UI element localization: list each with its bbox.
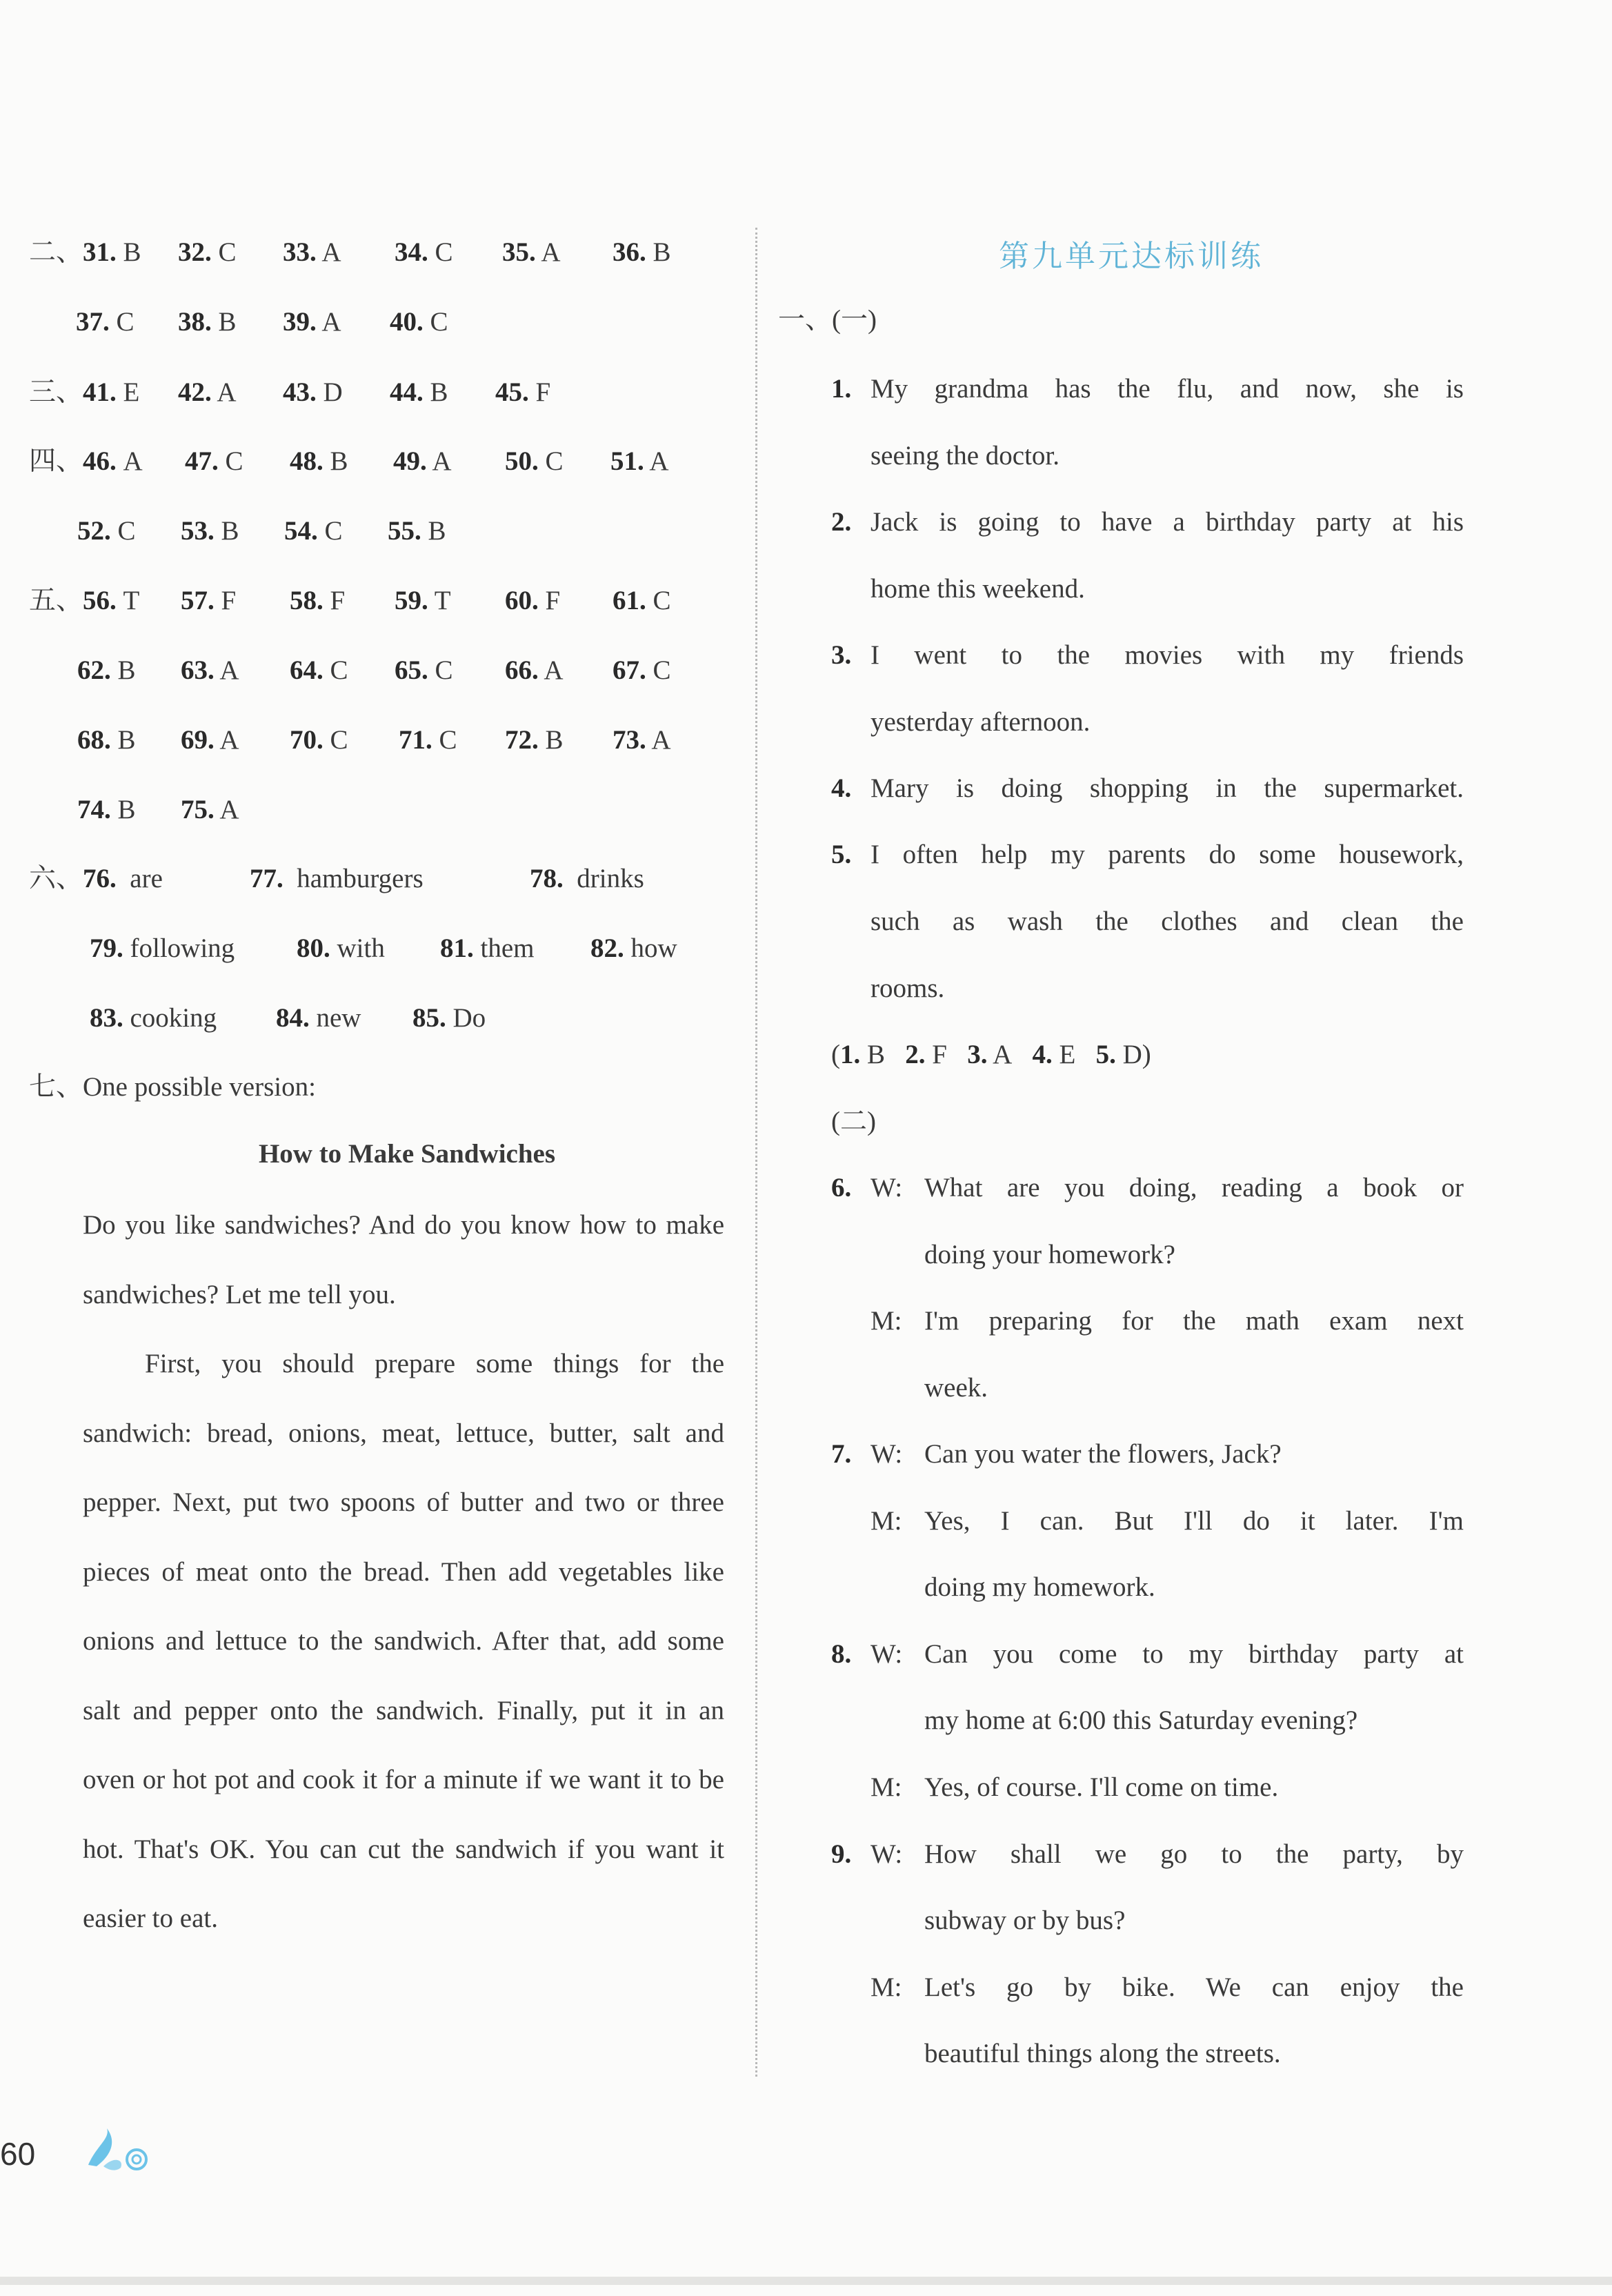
dialog-line: beautiful things along the streets. xyxy=(924,2039,1281,2068)
q-num: 1. xyxy=(840,1040,861,1069)
answer: B xyxy=(117,725,136,755)
answer-item xyxy=(185,445,243,478)
answer: B xyxy=(428,516,446,546)
q-num: 85. xyxy=(412,1003,446,1033)
answer: following xyxy=(130,933,235,963)
paren: ( xyxy=(831,1040,840,1069)
q-num-text: 4. xyxy=(831,773,852,803)
section-heading: 一、(一) xyxy=(778,305,877,335)
q-num: 62. xyxy=(77,655,111,685)
answer: A xyxy=(544,655,564,685)
q-num: 65. xyxy=(395,655,428,685)
q-num: 79. xyxy=(90,933,123,963)
q-num: 33. xyxy=(283,237,317,267)
q-num: 64. xyxy=(290,655,324,685)
transcript-line: I went to the movies with my friends xyxy=(870,640,1464,670)
answer-item xyxy=(276,1002,361,1035)
q-num: 52. xyxy=(77,516,111,546)
answer-item xyxy=(412,1002,486,1035)
answer: drinks xyxy=(577,864,644,893)
answer: B xyxy=(330,446,348,476)
answer-item xyxy=(502,236,561,269)
q-num xyxy=(831,1838,851,1871)
q-num-text: 1. xyxy=(831,374,852,404)
answer: new xyxy=(316,1003,361,1033)
answer-item xyxy=(181,515,239,548)
answer: D xyxy=(1122,1040,1142,1069)
dialog-line: week. xyxy=(924,1373,988,1403)
answer: A xyxy=(321,237,341,267)
answer: B xyxy=(117,655,136,685)
answer-item xyxy=(613,654,671,687)
q-num: 70. xyxy=(290,725,324,755)
answer-item xyxy=(530,862,644,895)
answer: C xyxy=(324,516,343,546)
answer: B xyxy=(545,725,564,755)
q-num xyxy=(831,639,851,672)
answer-item xyxy=(90,1002,217,1035)
answer: C xyxy=(653,586,671,615)
answer-item xyxy=(76,306,135,339)
answer-item xyxy=(505,445,564,478)
q-num: 35. xyxy=(502,237,536,267)
answer-row xyxy=(29,236,141,269)
dialog-line: Can you water the flowers, Jack? xyxy=(924,1439,1282,1469)
answer: B xyxy=(123,237,141,267)
q-num: 80. xyxy=(297,933,330,963)
answer-item xyxy=(77,793,136,827)
wave-logo-icon xyxy=(83,2125,159,2177)
q-num: 44. xyxy=(390,377,424,407)
answer: C xyxy=(430,307,448,337)
answer-row xyxy=(29,445,143,478)
answer-item xyxy=(181,793,239,827)
writing-label: 七、One possible version: xyxy=(29,1072,316,1102)
q-num: 61. xyxy=(613,586,646,615)
answer-item xyxy=(77,515,136,548)
answer: C xyxy=(116,307,135,337)
transcript-line: home this weekend. xyxy=(870,574,1085,604)
transcript-line: rooms. xyxy=(870,973,945,1003)
answer-item xyxy=(283,376,343,409)
dialog-line: Can you come to my birthday party at xyxy=(924,1639,1464,1669)
answer: C xyxy=(435,237,453,267)
bottom-edge xyxy=(0,2277,1612,2285)
q-num: 55. xyxy=(388,516,421,546)
answer-item xyxy=(77,654,136,687)
q-num: 78. xyxy=(530,864,564,893)
answer: E xyxy=(1059,1040,1076,1069)
q-num: 73. xyxy=(613,725,646,755)
answer-item xyxy=(505,654,564,687)
q-num: 32. xyxy=(178,237,212,267)
answer-item xyxy=(395,654,453,687)
answer-item xyxy=(395,584,451,617)
answer-item xyxy=(399,724,457,757)
answer-item xyxy=(290,584,345,617)
answer: with xyxy=(337,933,385,963)
answer: hamburgers xyxy=(297,864,424,893)
q-num: 5. xyxy=(1095,1040,1116,1069)
q-num xyxy=(831,772,851,805)
q-num: 51. xyxy=(610,446,644,476)
answer: them xyxy=(480,933,535,963)
q-num: 81. xyxy=(440,933,474,963)
answer-item xyxy=(283,236,341,269)
q-num-text: 8. xyxy=(831,1639,852,1669)
transcript-line: Jack is going to have a birthday party at his xyxy=(870,507,1464,537)
answer: C xyxy=(545,446,564,476)
answer-item xyxy=(283,306,341,339)
answer: A xyxy=(219,655,239,685)
answer: E xyxy=(123,377,140,407)
answer-item xyxy=(290,724,348,757)
answer: T xyxy=(434,586,451,615)
q-num xyxy=(831,506,851,539)
q-num: 57. xyxy=(181,586,215,615)
section-label: 三、 xyxy=(29,377,83,407)
q-num: 49. xyxy=(393,446,427,476)
answer: Do xyxy=(452,1003,486,1033)
answer: F xyxy=(535,377,551,407)
answer-item xyxy=(284,515,343,548)
answer: A xyxy=(651,725,671,755)
dialog-line: subway or by bus? xyxy=(924,1906,1126,1935)
transcript-line: seeing the doctor. xyxy=(870,441,1060,471)
answer-item xyxy=(390,376,448,409)
answer-row xyxy=(29,584,139,617)
transcript-line: yesterday afternoon. xyxy=(870,707,1091,737)
answer-item xyxy=(613,584,671,617)
dialog-line: Let's go by bike. We can enjoy the xyxy=(924,1972,1464,2002)
speaker: M: xyxy=(870,1772,902,1802)
speaker: M: xyxy=(870,1506,902,1536)
speaker: W: xyxy=(870,1439,903,1469)
answer-item xyxy=(181,654,239,687)
q-num: 63. xyxy=(181,655,215,685)
answer: F xyxy=(330,586,346,615)
transcript-line: My grandma has the flu, and now, she is xyxy=(870,374,1464,404)
speaker: M: xyxy=(870,1972,902,2002)
answer-item xyxy=(178,236,237,269)
dialog-line: Yes, of course. I'll come on time. xyxy=(924,1772,1279,1802)
q-num: 2. xyxy=(905,1040,926,1069)
answer: A xyxy=(217,377,237,407)
answer: B xyxy=(218,307,237,337)
q-num: 75. xyxy=(181,795,215,824)
q-num-text: 6. xyxy=(831,1173,852,1203)
q-num: 71. xyxy=(399,725,432,755)
answer: F xyxy=(932,1040,947,1069)
q-num: 4. xyxy=(1032,1040,1053,1069)
q-num: 46. xyxy=(83,446,117,476)
section-label: 二、 xyxy=(29,237,83,267)
answer: are xyxy=(130,864,163,893)
speaker: W: xyxy=(870,1839,903,1869)
q-num: 82. xyxy=(590,933,624,963)
answer: B xyxy=(430,377,448,407)
q-num: 84. xyxy=(276,1003,310,1033)
answer-item xyxy=(77,724,136,757)
q-num: 45. xyxy=(495,377,529,407)
answer: A xyxy=(219,795,239,824)
answer: A xyxy=(321,307,341,337)
answer: how xyxy=(630,933,677,963)
q-num: 50. xyxy=(505,446,539,476)
q-num: 60. xyxy=(505,586,539,615)
q-num: 36. xyxy=(613,237,646,267)
answer: A xyxy=(219,725,239,755)
answer-item xyxy=(181,724,239,757)
answer-item xyxy=(613,236,671,269)
answer: C xyxy=(653,655,671,685)
answer-item xyxy=(390,306,448,339)
essay-title: How to Make Sandwiches xyxy=(258,1139,556,1169)
dialog-line: How shall we go to the party, by xyxy=(924,1839,1464,1869)
answer: T xyxy=(123,586,140,615)
answer-item xyxy=(495,376,550,409)
q-num: 72. xyxy=(505,725,539,755)
answer: A xyxy=(649,446,669,476)
dialog-line: my home at 6:00 this Saturday evening? xyxy=(924,1705,1358,1735)
answer: C xyxy=(435,655,453,685)
answer-item xyxy=(178,306,237,339)
q-num: 74. xyxy=(77,795,111,824)
speaker: W: xyxy=(870,1173,903,1203)
q-num xyxy=(831,1171,851,1205)
q-num-text: 5. xyxy=(831,840,852,869)
answer: B xyxy=(867,1040,886,1069)
answer: A xyxy=(432,446,452,476)
answer-item xyxy=(297,932,385,965)
paren: ) xyxy=(1142,1040,1151,1069)
answer: C xyxy=(225,446,243,476)
q-num: 38. xyxy=(178,307,212,337)
essay-paragraph-text: Do you like sandwiches? And do you know how to make sandwiches? Let me tell you. xyxy=(83,1210,724,1309)
answer: B xyxy=(117,795,136,824)
q-num xyxy=(831,373,851,406)
transcript-line: I often help my parents do some housework, xyxy=(870,840,1464,869)
q-num xyxy=(831,838,851,871)
fill-row xyxy=(29,862,163,895)
q-num: 40. xyxy=(390,307,424,337)
answer-item xyxy=(90,932,235,965)
answer-item xyxy=(610,445,669,478)
essay-paragraph-2 xyxy=(83,1329,724,1954)
answer-item xyxy=(178,376,237,409)
answer-item xyxy=(290,654,348,687)
q-num: 48. xyxy=(290,446,324,476)
q-num: 39. xyxy=(283,307,317,337)
answer-item xyxy=(250,862,424,895)
answer: C xyxy=(330,655,348,685)
answer-summary xyxy=(831,1038,1151,1071)
q-num: 37. xyxy=(76,307,110,337)
answer: cooking xyxy=(130,1003,217,1033)
q-num: 47. xyxy=(185,446,219,476)
q-num: 54. xyxy=(284,516,318,546)
answer-item xyxy=(613,724,671,757)
answer: A xyxy=(541,237,561,267)
answer: C xyxy=(330,725,348,755)
q-num: 59. xyxy=(395,586,428,615)
dialog-line: doing your homework? xyxy=(924,1240,1175,1269)
q-num: 53. xyxy=(181,516,215,546)
q-num: 56. xyxy=(83,586,117,615)
section-label: 六、 xyxy=(29,864,83,893)
q-num: 83. xyxy=(90,1003,123,1033)
dialog-line: doing my homework. xyxy=(924,1572,1155,1602)
unit-title: 第九单元达标训练 xyxy=(999,239,1264,273)
answer: F xyxy=(221,586,237,615)
section-label: 四、 xyxy=(29,446,83,476)
q-num: 31. xyxy=(83,237,117,267)
q-num: 58. xyxy=(290,586,324,615)
answer-item xyxy=(388,515,446,548)
q-num-text: 9. xyxy=(831,1839,852,1869)
q-num: 69. xyxy=(181,725,215,755)
q-num xyxy=(831,1438,851,1471)
dialog-line: I'm preparing for the math exam next xyxy=(924,1306,1464,1336)
q-num: 68. xyxy=(77,725,111,755)
transcript-line: such as wash the clothes and clean the xyxy=(870,907,1464,936)
answer: C xyxy=(117,516,136,546)
answer-item xyxy=(393,445,452,478)
page-number: 60 xyxy=(0,2136,36,2172)
column-divider xyxy=(755,228,757,2077)
dialog-line: Yes, I can. But I'll do it later. I'm xyxy=(924,1506,1464,1536)
answer-item xyxy=(590,932,677,965)
essay-paragraph-text: First, you should prepare some things for the sandwich: bread, onions, meat, lettuce, butter, salt and pepper. Next, put two spoons of butter and two or three pieces of meat onto the bread. Then add vegetables like onions and lettuce to the sandwich. After that, add some salt and pepper onto the sandwich. Finally, put it in an oven or hot pot and cook it for a minute if we want it to be hot. That's OK. You can cut the sandwich if you want it easier to eat. xyxy=(83,1349,724,1933)
answer: F xyxy=(545,586,561,615)
transcript-line: Mary is doing shopping in the supermarket. xyxy=(870,773,1464,803)
dialog-line: What are you doing, reading a book or xyxy=(924,1173,1464,1203)
q-num: 3. xyxy=(967,1040,988,1069)
q-num: 66. xyxy=(505,655,539,685)
section-label: 五、 xyxy=(29,586,83,615)
speaker: M: xyxy=(870,1306,902,1336)
answer-item xyxy=(290,445,348,478)
answer: A xyxy=(123,446,143,476)
essay-paragraph xyxy=(83,1191,724,1329)
answer-item xyxy=(505,724,564,757)
section-heading: (二) xyxy=(831,1107,876,1136)
answer: B xyxy=(653,237,671,267)
q-num: 42. xyxy=(178,377,212,407)
answer-item xyxy=(395,236,453,269)
q-num: 76. xyxy=(83,864,117,893)
q-num-text: 7. xyxy=(831,1439,852,1469)
speaker: W: xyxy=(870,1639,903,1669)
q-num: 34. xyxy=(395,237,428,267)
answer: A xyxy=(993,1040,1013,1069)
answer-item xyxy=(505,584,560,617)
answer-item xyxy=(440,932,534,965)
q-num xyxy=(831,1638,851,1671)
q-num-text: 3. xyxy=(831,640,852,670)
q-num: 77. xyxy=(250,864,283,893)
q-num-text: 2. xyxy=(831,507,852,537)
answer: D xyxy=(323,377,343,407)
answer-item xyxy=(181,584,236,617)
q-num: 67. xyxy=(613,655,646,685)
answer: B xyxy=(221,516,239,546)
answer-row xyxy=(29,376,139,409)
q-num: 41. xyxy=(83,377,117,407)
answer: C xyxy=(218,237,237,267)
q-num: 43. xyxy=(283,377,317,407)
answer: C xyxy=(439,725,457,755)
